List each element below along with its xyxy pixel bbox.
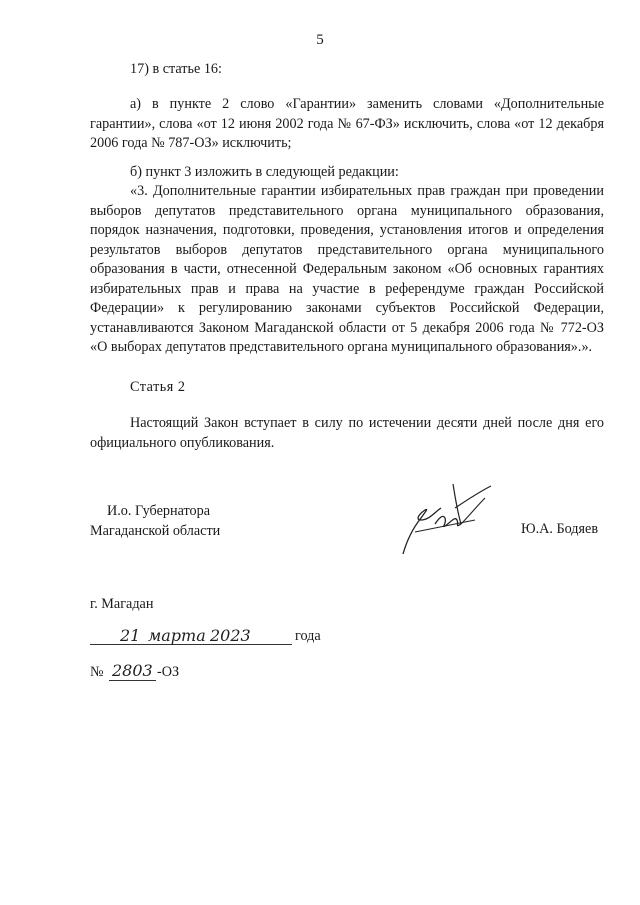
article-2-text: Настоящий Закон вступает в силу по истечении десяти дней после дня его официального опубликования. [90,415,604,451]
date-year: 2023 [210,626,251,645]
item-17-heading: 17) в статье 16: [130,61,222,77]
law-number: 2803 [112,661,153,680]
law-number-prefix: № [90,664,104,680]
quoted-amendment: «3. Дополнительные гарантии избирательных прав граждан при проведении выборов депутатов представительного органа муниципального образования, порядок назначения, подготовки, проведения, установления итогов и определения результатов выборов депутатов представительного органа муниципального образования в части, отнесенной Федеральным законом «Об основных гарантиях избирательных прав и права на участие в референдуме граждан Российской Федерации» к регулированию законами субъектов Российской Федерации, устанавливаются Законом Магаданской области от 5 декабря 2006 года № 772-ОЗ «О выборах депутатов представительного органа муниципального образования».». [90,183,604,355]
date-day: 21 [120,626,141,645]
date-month: марта [148,626,206,645]
law-number-underline [109,680,156,681]
date-suffix: года [295,628,321,644]
signatory-position-line1: И.о. Губернатора [107,503,210,519]
signatory-position-line2: Магаданской области [90,522,221,539]
page-number: 5 [316,32,324,48]
article-2-title: Статья 2 [130,379,186,395]
paragraph-a: а) в пункте 2 слово «Гарантии» заменить словами «Дополнительные гарантии», слова «от 12 июня 2002 года № 67-ФЗ» исключить, слова «от 12 декабря 2006 года № 787-ОЗ» исключить; [90,96,604,151]
paragraph-b: б) пункт 3 изложить в следующей редакции: [130,164,399,180]
signatory-position [90,502,220,541]
law-number-line [90,661,210,686]
date-line [90,628,350,650]
law-number-suffix: -ОЗ [157,664,180,680]
signatory-name: Ю.А. Бодяев [521,521,599,537]
city: г. Магадан [90,596,154,612]
handwritten-signature [395,480,505,565]
